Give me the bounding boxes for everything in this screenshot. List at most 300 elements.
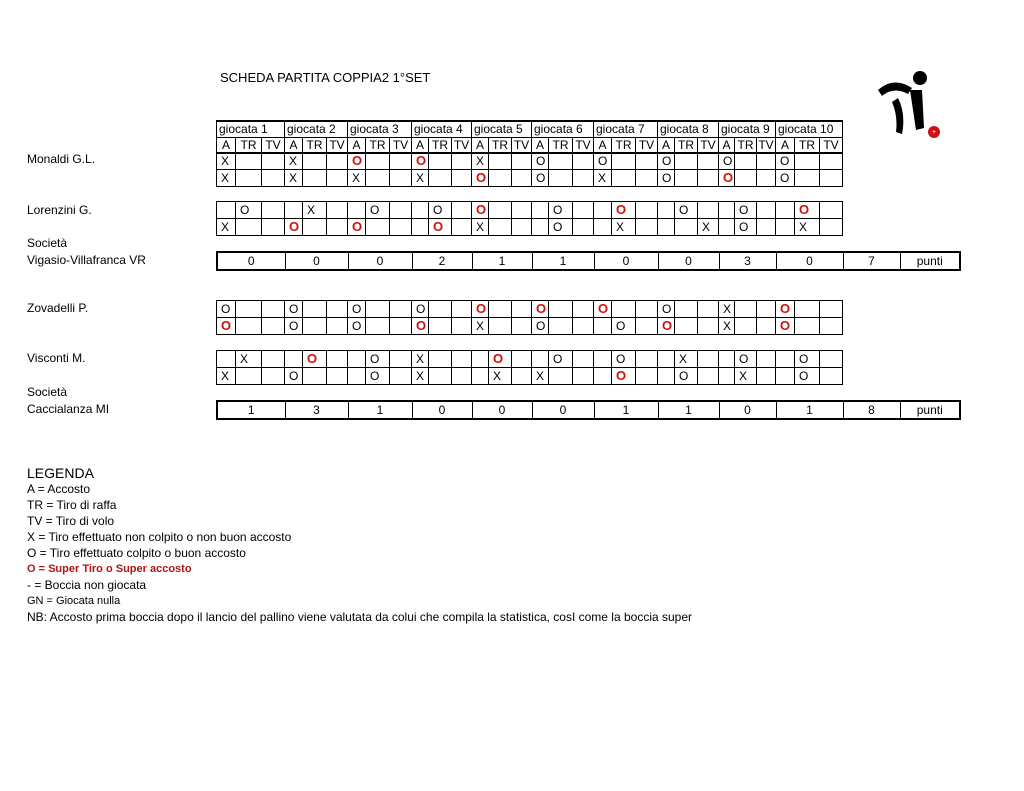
shot-cell (348, 219, 366, 236)
shot-type-header: TV (452, 138, 472, 154)
shot-cell (262, 202, 285, 219)
shot-cell (658, 219, 675, 236)
shot-cell (262, 219, 285, 236)
shot-cell: O (285, 318, 303, 335)
giocata-header: giocata 7 (594, 121, 658, 138)
shot-cell (472, 301, 489, 318)
giocata-score: 0 (285, 252, 348, 270)
shot-cell: O (612, 351, 636, 368)
super-shot-mark: O (416, 318, 427, 333)
legend-nb: NB: Accosto prima boccia dopo il lancio del pallino viene valutata da colui che compila la statistica, cosI come la boccia super (27, 610, 693, 624)
shot-type-header: A (532, 138, 549, 154)
shot-cell: O (348, 301, 366, 318)
shot-cell: O (532, 170, 549, 187)
super-shot-mark: O (723, 170, 734, 185)
shot-cell (327, 219, 348, 236)
shot-cell (303, 318, 327, 335)
bocce-player-icon (872, 68, 948, 140)
player-shot-grid (216, 300, 843, 335)
shot-cell (820, 153, 843, 170)
shot-cell: O (719, 153, 735, 170)
shot-cell (412, 153, 429, 170)
shot-cell (698, 318, 719, 335)
shot-cell: X (675, 351, 698, 368)
shot-cell (594, 318, 612, 335)
player-shot-grid (216, 152, 843, 187)
shot-cell (698, 351, 719, 368)
shot-cell: X (594, 170, 612, 187)
player-shot-grid (216, 201, 843, 236)
shot-cell (472, 202, 489, 219)
shot-cell (512, 219, 532, 236)
shot-cell (532, 219, 549, 236)
shot-cell (612, 202, 636, 219)
shot-cell: O (675, 368, 698, 385)
shot-cell (573, 153, 594, 170)
player-shot-grid (216, 350, 843, 385)
shot-type-header: TR (795, 138, 820, 154)
shot-type-header: TR (429, 138, 452, 154)
giocata-header: giocata 5 (472, 121, 532, 138)
shot-cell (303, 170, 327, 187)
player-name: Lorenzini G. (27, 203, 92, 217)
shot-cell (390, 202, 412, 219)
shot-type-header: A (348, 138, 366, 154)
super-shot-mark: O (616, 368, 627, 383)
shot-cell (489, 301, 512, 318)
societa-name: Caccialanza MI (27, 402, 110, 416)
super-shot-mark: O (476, 202, 487, 217)
shot-cell (512, 153, 532, 170)
shot-cell (636, 219, 658, 236)
shot-type-header: A (776, 138, 795, 154)
societa-name: Vigasio-Villafranca VR (27, 253, 146, 267)
shot-cell (285, 219, 303, 236)
shot-cell (549, 170, 573, 187)
giocata-score: 1 (658, 401, 719, 419)
shot-cell (429, 153, 452, 170)
shot-type-header: TV (573, 138, 594, 154)
score-row (216, 251, 961, 271)
shot-cell: O (429, 202, 452, 219)
shot-cell (303, 368, 327, 385)
shot-cell: O (735, 219, 757, 236)
shot-cell (594, 351, 612, 368)
shot-type-header: TR (366, 138, 390, 154)
shot-type-header: A (594, 138, 612, 154)
shot-cell (757, 202, 776, 219)
giocata-header: giocata 1 (217, 121, 285, 138)
shot-cell (412, 202, 429, 219)
shot-cell (512, 351, 532, 368)
shot-cell (757, 153, 776, 170)
shot-cell: O (366, 351, 390, 368)
total-score: 7 (843, 252, 900, 270)
shot-cell (390, 301, 412, 318)
giocata-score: 1 (348, 401, 412, 419)
shot-type-header: TV (698, 138, 719, 154)
shot-cell (217, 202, 236, 219)
shot-cell (452, 301, 472, 318)
giocata-score: 0 (412, 401, 472, 419)
shot-cell (549, 368, 573, 385)
shot-cell (698, 202, 719, 219)
shot-cell (757, 170, 776, 187)
giocata-header: giocata 3 (348, 121, 412, 138)
shot-cell (719, 368, 735, 385)
shot-cell (452, 351, 472, 368)
player-name: Monaldi G.L. (27, 152, 96, 166)
shot-cell: O (795, 351, 820, 368)
giocata-header: giocata 6 (532, 121, 594, 138)
shot-cell: O (366, 368, 390, 385)
shot-cell (236, 219, 262, 236)
shot-cell: X (472, 318, 489, 335)
shot-cell: O (285, 301, 303, 318)
player-name: Zovadelli P. (27, 301, 89, 315)
shot-cell (390, 153, 412, 170)
super-shot-mark: O (289, 219, 300, 234)
super-shot-mark: O (662, 318, 673, 333)
shot-cell (236, 301, 262, 318)
shot-type-header: TV (758, 138, 774, 152)
shot-cell (429, 318, 452, 335)
shot-cell (327, 202, 348, 219)
super-shot-mark: O (352, 219, 363, 234)
shot-cell (348, 351, 366, 368)
shot-cell: X (532, 368, 549, 385)
giocata-header: giocata 10 (776, 121, 843, 138)
shot-cell (795, 318, 820, 335)
societa-label: Società (27, 236, 68, 250)
shot-cell (549, 301, 573, 318)
shot-cell (820, 318, 843, 335)
shot-cell (366, 219, 390, 236)
giocata-score: 0 (532, 401, 594, 419)
shot-cell (675, 318, 698, 335)
shot-cell: O (549, 219, 573, 236)
giocata-score: 3 (285, 401, 348, 419)
shot-cell: O (776, 153, 795, 170)
shot-type-header: A (658, 138, 675, 154)
shot-cell (820, 301, 843, 318)
super-shot-mark: O (307, 351, 318, 366)
shot-cell (327, 153, 348, 170)
shot-type-header: TV (512, 138, 532, 154)
shot-cell (795, 202, 820, 219)
shot-cell (472, 170, 489, 187)
shot-cell (820, 202, 843, 219)
shot-cell: X (735, 368, 757, 385)
shot-cell (390, 368, 412, 385)
legend-line: A = Accosto (27, 482, 91, 496)
shot-cell: O (236, 202, 262, 219)
shot-cell: O (735, 202, 757, 219)
shot-cell (366, 153, 390, 170)
shot-cell: X (236, 351, 262, 368)
shot-cell (472, 351, 489, 368)
shot-cell (675, 170, 698, 187)
shot-cell (698, 368, 719, 385)
giocata-score: 3 (719, 252, 776, 270)
shot-cell (452, 219, 472, 236)
punti-label: punti (900, 401, 960, 419)
giocata-score: 0 (776, 252, 843, 270)
shot-type-header: A (472, 138, 489, 154)
shot-cell (776, 219, 795, 236)
shot-cell (303, 153, 327, 170)
shot-cell: O (658, 153, 675, 170)
legend-line: X = Tiro effettuato non colpito o non buon accosto (27, 530, 292, 544)
shot-cell: O (675, 202, 698, 219)
shot-cell (820, 219, 843, 236)
shot-cell (489, 318, 512, 335)
shot-cell (303, 351, 327, 368)
score-row (216, 400, 961, 420)
shot-type-header: TR (612, 138, 636, 154)
shot-cell: X (472, 153, 489, 170)
shot-cell (820, 170, 843, 187)
shot-cell: X (412, 368, 429, 385)
shot-cell: O (412, 301, 429, 318)
shot-cell (820, 351, 843, 368)
shot-cell (612, 301, 636, 318)
shot-cell: X (698, 219, 719, 236)
giocata-score: 1 (472, 252, 532, 270)
super-shot-mark: O (799, 202, 810, 217)
shot-cell (348, 153, 366, 170)
shot-type-header: TR (549, 138, 573, 154)
shot-cell (636, 202, 658, 219)
shot-cell (429, 170, 452, 187)
shot-type-header: TV (327, 138, 348, 154)
shot-cell: O (366, 202, 390, 219)
shot-cell (366, 170, 390, 187)
shot-cell (636, 351, 658, 368)
shot-cell (452, 202, 472, 219)
total-score: 8 (843, 401, 900, 419)
shot-cell (327, 351, 348, 368)
shot-cell (820, 368, 843, 385)
super-shot-mark: O (433, 219, 444, 234)
shot-cell: O (348, 318, 366, 335)
shot-type-header: A (285, 138, 303, 154)
societa-label: Società (27, 385, 68, 399)
shot-cell (636, 318, 658, 335)
shot-cell (262, 368, 285, 385)
shot-cell (412, 318, 429, 335)
shot-cell (236, 153, 262, 170)
shot-cell (757, 368, 776, 385)
shot-cell (366, 318, 390, 335)
shot-cell (217, 351, 236, 368)
giocata-score: 1 (217, 401, 285, 419)
shot-cell (636, 153, 658, 170)
punti-label: punti (900, 252, 960, 270)
shot-cell (573, 170, 594, 187)
shot-cell (429, 368, 452, 385)
shot-cell: X (285, 153, 303, 170)
giocata-score: 0 (348, 252, 412, 270)
giocata-score: 0 (217, 252, 285, 270)
shot-cell (262, 170, 285, 187)
shot-cell (262, 153, 285, 170)
shot-cell (658, 202, 675, 219)
shot-cell: X (217, 368, 236, 385)
shot-cell (795, 301, 820, 318)
shot-cell: O (612, 318, 636, 335)
shot-cell (429, 219, 452, 236)
shot-cell (390, 219, 412, 236)
shot-cell (366, 301, 390, 318)
super-shot-mark: O (598, 301, 609, 316)
shot-cell (675, 153, 698, 170)
giocata-score: 1 (532, 252, 594, 270)
shot-cell (262, 301, 285, 318)
shot-cell (776, 301, 795, 318)
super-shot-mark: O (616, 202, 627, 217)
shot-cell: X (612, 219, 636, 236)
legend (27, 465, 692, 625)
shot-cell (327, 318, 348, 335)
shot-cell: X (348, 170, 366, 187)
shot-cell: O (795, 368, 820, 385)
shot-cell (594, 219, 612, 236)
giocata-score: 0 (594, 252, 658, 270)
player-name: Visconti M. (27, 351, 86, 365)
shot-cell: X (795, 219, 820, 236)
shot-cell (512, 170, 532, 187)
shot-cell: O (532, 153, 549, 170)
shot-type-header: TR (735, 138, 757, 154)
shot-cell (757, 301, 776, 318)
shot-cell (594, 202, 612, 219)
super-shot-mark: O (493, 351, 504, 366)
shot-cell (757, 318, 776, 335)
shot-cell (512, 368, 532, 385)
shot-cell (636, 368, 658, 385)
shot-cell (285, 351, 303, 368)
page-title: SCHEDA PARTITA COPPIA2 1°SET (220, 70, 431, 85)
shot-cell (549, 153, 573, 170)
shot-cell (795, 170, 820, 187)
shot-cell (262, 318, 285, 335)
shot-type-header: TV (262, 138, 285, 154)
shot-cell (390, 351, 412, 368)
shot-cell (573, 351, 594, 368)
shot-cell (757, 351, 776, 368)
shot-cell (698, 301, 719, 318)
legend-dash: - = Boccia non giocata (27, 578, 147, 592)
shot-cell (390, 318, 412, 335)
super-shot-mark: O (416, 153, 427, 168)
giocata-header: giocata 8 (658, 121, 719, 138)
shot-cell (452, 368, 472, 385)
shot-cell (472, 368, 489, 385)
shot-cell: O (776, 170, 795, 187)
shot-cell (594, 301, 612, 318)
giocata-score: 0 (472, 401, 532, 419)
shot-cell: X (412, 170, 429, 187)
shot-cell (532, 202, 549, 219)
shot-cell (658, 368, 675, 385)
shot-cell (327, 170, 348, 187)
shot-cell (719, 351, 735, 368)
shot-cell (698, 153, 719, 170)
legend-heading: LEGENDA (27, 465, 94, 481)
shot-cell: X (217, 153, 236, 170)
shot-cell (675, 301, 698, 318)
shot-cell (776, 202, 795, 219)
shot-cell (776, 368, 795, 385)
shot-cell (412, 219, 429, 236)
shot-cell (735, 153, 757, 170)
shot-cell (549, 318, 573, 335)
legend-line: O = Tiro effettuato colpito o buon accosto (27, 546, 246, 560)
shot-cell (658, 318, 675, 335)
shot-cell (735, 170, 757, 187)
giocata-score: 2 (412, 252, 472, 270)
giocata-score: 1 (776, 401, 843, 419)
shot-cell (719, 170, 735, 187)
shot-cell (348, 202, 366, 219)
shot-type-header: TR (675, 138, 698, 154)
shot-cell (303, 219, 327, 236)
shot-cell: X (217, 219, 236, 236)
shot-cell (327, 368, 348, 385)
shot-cell (795, 153, 820, 170)
shot-type-header: A (412, 138, 429, 154)
shot-cell (658, 351, 675, 368)
shot-cell (719, 219, 735, 236)
shot-cell (573, 202, 594, 219)
shot-cell: X (719, 318, 735, 335)
shot-cell (512, 301, 532, 318)
giocata-score: 0 (719, 401, 776, 419)
shot-cell (236, 368, 262, 385)
shot-cell (429, 351, 452, 368)
shot-type-header: TR (303, 138, 327, 154)
shot-cell (612, 368, 636, 385)
legend-line: TV = Tiro di volo (27, 514, 115, 528)
shot-cell (532, 301, 549, 318)
shot-cell (489, 219, 512, 236)
shot-cell: O (549, 351, 573, 368)
giocata-header: giocata 4 (412, 121, 472, 138)
shot-cell: X (472, 219, 489, 236)
shot-cell: X (719, 301, 735, 318)
giocata-score: 1 (594, 401, 658, 419)
shot-cell (573, 318, 594, 335)
shot-cell (452, 170, 472, 187)
shot-cell (735, 301, 757, 318)
legend-gn: GN = Giocata nulla (27, 595, 121, 607)
super-shot-mark: O (476, 170, 487, 185)
shot-cell (573, 219, 594, 236)
shot-cell (489, 202, 512, 219)
svg-text:+: + (931, 129, 937, 136)
shot-type-header: A (217, 138, 236, 154)
shot-cell (532, 351, 549, 368)
shot-cell (489, 351, 512, 368)
shot-cell (236, 170, 262, 187)
shot-cell (236, 318, 262, 335)
shot-cell (573, 301, 594, 318)
shot-cell: O (532, 318, 549, 335)
shot-cell (735, 318, 757, 335)
shot-cell (573, 368, 594, 385)
shot-cell: O (217, 301, 236, 318)
